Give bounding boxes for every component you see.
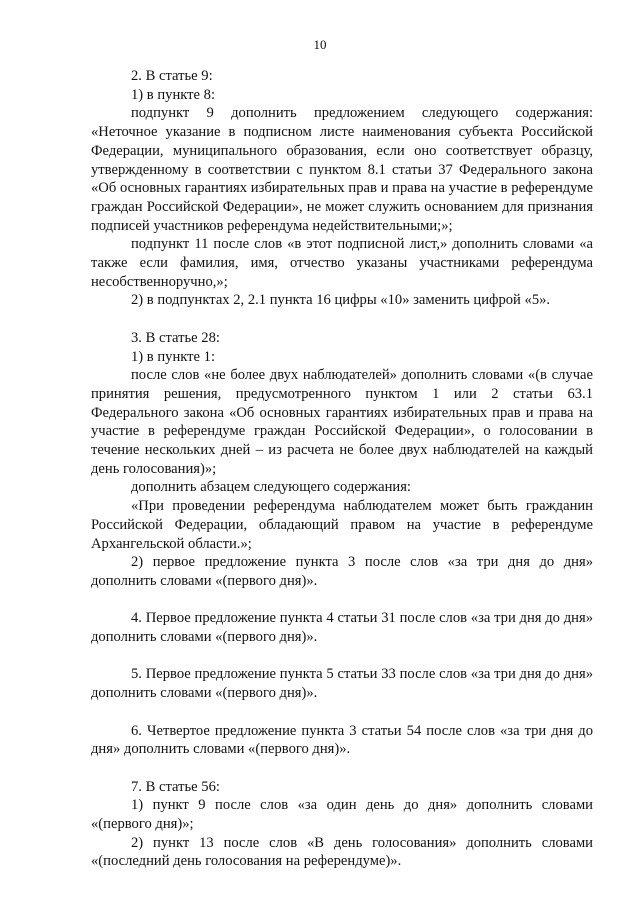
paragraph-add-abzac: дополнить абзацем следующего содержания:	[131, 479, 411, 496]
paragraph-point-9: 1) пункт 9 после слов «за один день до дня» дополнить словами «(первого дня)»;	[91, 797, 593, 833]
paragraph-subpoint-9-addition: подпункт 9 дополнить предложением следующего содержания: «Неточное указание в подписном листе наименования субъекта Российской Федерации, муниципального образования, если оно соответствует образцу, утвержденному в соответствии с пунктом 8.1 статьи 37 Федерального закона «Об основных гарантиях избирательных прав и права на участие в референдуме граждан Российской Федерации», не может служить основанием для признания подписей участников референдума недействительными;»;	[91, 105, 593, 234]
section-article-33: 5. Первое предложение пункта 5 статьи 33 после слов «за три дня до дня» дополнить словами «(первого дня)».	[91, 666, 593, 702]
item-heading-point-8: 1) в пункте 8:	[131, 86, 216, 103]
section-gap	[91, 591, 593, 610]
paragraph-observer-citizen: «При проведении референдума наблюдателем может быть гражданин Российской Федерации, обладающий правом на участие в референдуме Архангельской области.»;	[91, 498, 593, 552]
section-article-31: 4. Первое предложение пункта 4 статьи 31 после слов «за три дня до дня» дополнить словами «(первого дня)».	[91, 610, 593, 646]
section-gap	[91, 703, 593, 722]
section-heading-article-56: 7. В статье 56:	[131, 778, 220, 795]
section-gap	[91, 647, 593, 666]
section-heading-article-9: 2. В статье 9:	[131, 68, 213, 84]
document-body	[91, 67, 593, 871]
item-heading-point-1: 1) в пункте 1:	[131, 348, 216, 365]
paragraph-point-3-first-sentence: 2) первое предложение пункта 3 после слов «за три дня до дня» дополнить словами «(первого дня)».	[91, 554, 593, 589]
paragraph-observers-addition: после слов «не более двух наблюдателей» дополнить словами «(в случае принятия решения, предусмотренного пунктом 1 или 2 статьи 63.1 Федерального закона «Об основных гарантиях избирательных прав и права на участие в референдуме граждан Российской Федерации», о голосовании в течение нескольких дней – из расчета не более двух наблюдателей на каждый день голосования)»;	[91, 367, 593, 477]
paragraph-subpoints-2-2-1: 2) в подпунктах 2, 2.1 пункта 16 цифры «10» заменить цифрой «5».	[131, 292, 551, 309]
section-heading-article-28: 3. В статье 28:	[131, 329, 220, 346]
section-gap	[91, 310, 593, 329]
section-article-54: 6. Четвертое предложение пункта 3 статьи 54 после слов «за три дня до дня» дополнить словами «(первого дня)».	[91, 722, 593, 758]
section-gap	[91, 759, 593, 778]
paragraph-subpoint-11-addition: подпункт 11 после слов «в этот подписной лист,» дополнить словами «а также если фамилия, имя, отчество указаны участниками референдума несобственноручно,»;	[91, 236, 593, 290]
page-number: 10	[313, 37, 327, 52]
paragraph-point-13: 2) пункт 13 после слов «В день голосования» дополнить словами «(последний день голосования на референдуме)».	[91, 834, 593, 870]
